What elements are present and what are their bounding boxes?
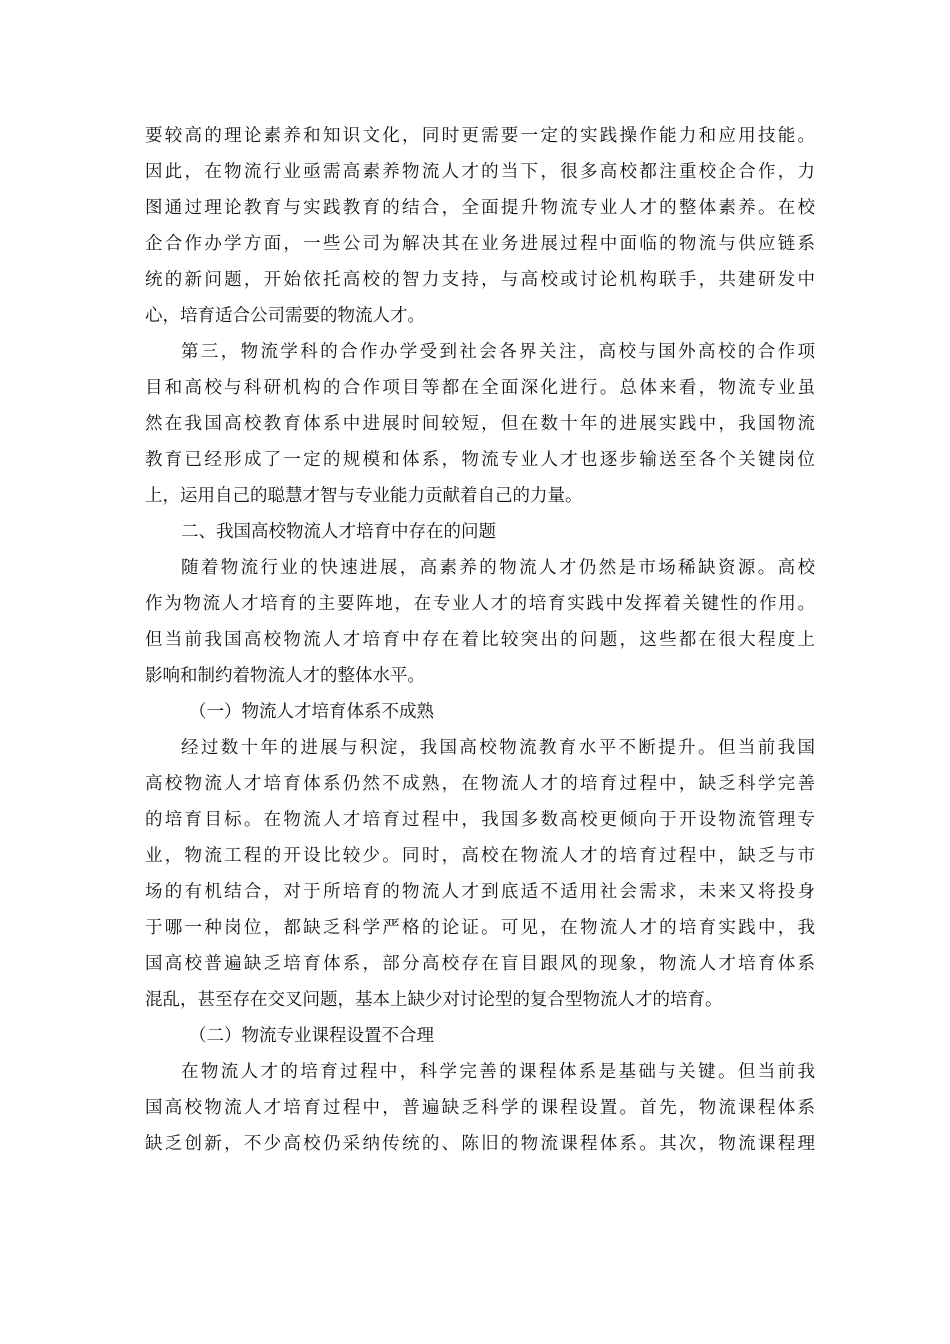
- document-page: [145, 118, 815, 1162]
- text-line: 教育已经形成了一定的规模和体系，物流专业人才也逐步输送至各个关键岗位: [145, 450, 815, 470]
- paragraph-first-line: 在物流人才的培育过程中，科学完善的课程体系是基础与关键。但当前我: [181, 1062, 815, 1082]
- subsection-heading: （二）物流专业课程设置不合理: [189, 1026, 434, 1046]
- text-line: 场的有机结合，对于所培育的物流人才到底适不适用社会需求，未来又将投身: [145, 882, 815, 902]
- text-line: 的培育目标。在物流人才培育过程中，我国多数高校更倾向于开设物流管理专: [145, 810, 815, 830]
- text-line: 高校物流人才培育体系仍然不成熟，在物流人才的培育过程中，缺乏科学完善: [145, 774, 815, 794]
- text-line: 图通过理论教育与实践教育的结合，全面提升物流专业人才的整体素养。在校: [145, 198, 815, 218]
- subsection-heading: （一）物流人才培育体系不成熟: [189, 702, 434, 722]
- text-line: 国高校普遍缺乏培育体系，部分高校存在盲目跟风的现象，物流人才培育体系: [145, 954, 815, 974]
- text-line: 混乱，甚至存在交叉问题，基本上缺少对讨论型的复合型物流人才的培育。: [145, 990, 723, 1010]
- text-line: 目和高校与科研机构的合作项目等都在全面深化进行。总体来看，物流专业虽: [145, 378, 815, 398]
- text-line: 业，物流工程的开设比较少。同时，高校在物流人才的培育过程中，缺乏与市: [145, 846, 815, 866]
- text-line: 统的新问题，开始依托高校的智力支持，与高校或讨论机构联手，共建研发中: [145, 270, 815, 290]
- text-line: 国高校物流人才培育过程中，普遍缺乏科学的课程设置。首先，物流课程体系: [145, 1098, 815, 1118]
- text-line: 作为物流人才培育的主要阵地，在专业人才的培育实践中发挥着关键性的作用。: [145, 594, 815, 614]
- text-line: 缺乏创新，不少高校仍采纳传统的、陈旧的物流课程体系。其次，物流课程理: [145, 1134, 815, 1154]
- paragraph-first-line: 经过数十年的进展与积淀，我国高校物流教育水平不断提升。但当前我国: [181, 738, 815, 758]
- text-line: 要较高的理论素养和知识文化，同时更需要一定的实践操作能力和应用技能。: [145, 126, 815, 146]
- paragraph-first-line: 第三，物流学科的合作办学受到社会各界关注，高校与国外高校的合作项: [181, 342, 815, 362]
- text-line: 心，培育适合公司需要的物流人才。: [145, 306, 425, 326]
- text-line: 上，运用自己的聪慧才智与专业能力贡献着自己的力量。: [145, 486, 583, 506]
- text-line: 因此，在物流行业亟需高素养物流人才的当下，很多高校都注重校企合作，力: [145, 162, 815, 182]
- text-line: 于哪一种岗位，都缺乏科学严格的论证。可见，在物流人才的培育实践中，我: [145, 918, 815, 938]
- section-heading: 二、我国高校物流人才培育中存在的问题: [181, 522, 496, 542]
- text-line: 企合作办学方面，一些公司为解决其在业务进展过程中面临的物流与供应链系: [145, 234, 815, 254]
- text-line: 但当前我国高校物流人才培育中存在着比较突出的问题，这些都在很大程度上: [145, 630, 815, 650]
- paragraph-first-line: 随着物流行业的快速进展，高素养的物流人才仍然是市场稀缺资源。高校: [181, 558, 815, 578]
- text-line: 影响和制约着物流人才的整体水平。: [145, 666, 425, 686]
- text-line: 然在我国高校教育体系中进展时间较短，但在数十年的进展实践中，我国物流: [145, 414, 815, 434]
